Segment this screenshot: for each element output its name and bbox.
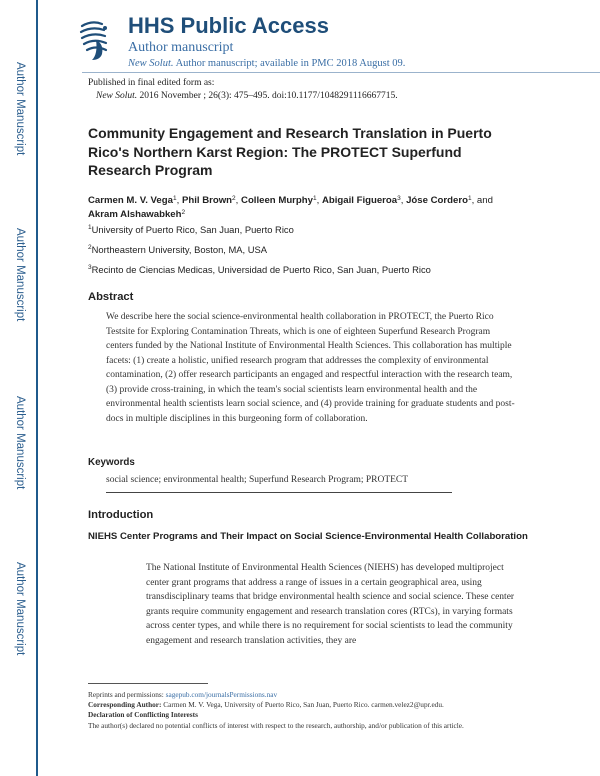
abstract-heading: Abstract: [88, 291, 134, 303]
abstract-text: We describe here the social science-environmental health collaboration in PROTECT, the Puerto Rico Testsite for Exploring Contamination Threats, which is one of eighteen Superfund Research Program centers funded by the National Institute of Environmental Health Sciences. This collaboration has multiple facets: (1) create a holistic, unified research program that addresses the complexity of environmental contamination, (2) offer research participants an engaged and respectful interaction with the research team, (3) provide cross-training, in which the team's social scientists learn environmental health and the environmental health scientists learn social science, and (4) provide training for graduate students and post-docs in multiple disciplines in this burgeoning form of collaboration.: [106, 312, 515, 424]
citation-details: 2016 November ; 26(3): 475–495. doi:10.1177/1048291116667715.: [139, 91, 398, 101]
author-aff: 2: [181, 208, 186, 216]
affiliation-3: [88, 264, 431, 276]
author-name: Colleen Murphy: [241, 195, 313, 206]
availability-line: [128, 57, 405, 70]
conflict-heading-text: Declaration of Conflicting Interests: [88, 710, 198, 719]
header-journal: New Solut.: [128, 58, 174, 69]
author-name: Carmen M. V. Vega: [88, 195, 173, 206]
citation-line: [96, 90, 398, 102]
introduction-paragraph: The National Institute of Environmental Health Sciences (NIEHS) has developed multiproject center grant programs that address a range of issues in a certain geographical area, using transdisciplinary teams that bridge environmental health science and social science. These center grants require community engagement and research translation cores (RTCs), in varying formats across center types, and while there is no requirement for social scientists to lead the community engagement and research translation activities, they are: [146, 563, 515, 646]
corresponding-label: Corresponding Author:: [88, 700, 162, 709]
subsection-heading: NIEHS Center Programs and Their Impact on Social Science-Environmental Health Collaboration: [88, 531, 528, 542]
keywords-text: social science; environmental health; Superfund Research Program; PROTECT: [106, 475, 409, 485]
author-aff: 1: [172, 195, 177, 202]
author-name: Phil Brown: [181, 195, 233, 206]
affiliation-num: 2: [88, 244, 92, 251]
author-name: Akram Alshawabkeh: [88, 208, 182, 220]
sidebar-label-3: Author Manuscript: [14, 396, 26, 490]
sidebar-divider: [36, 0, 38, 776]
author-aff: 1: [467, 195, 472, 202]
published-final-form: Published in final edited form as:: [88, 78, 215, 88]
author-name: Abigail Figueroa: [321, 195, 398, 206]
affiliation-text: Northeastern University, Boston, MA, USA: [91, 244, 268, 255]
author-aff: 3: [397, 195, 401, 202]
and-word: and: [476, 195, 493, 206]
hhs-eagle-logo-icon: [78, 18, 112, 62]
footnote-rule: [88, 683, 208, 684]
sidebar-label-4: Author Manuscript: [14, 562, 26, 656]
header-rule: [82, 72, 600, 73]
reprints-note: [88, 690, 518, 700]
author-aff: 1: [312, 195, 317, 202]
author-aff: 2: [232, 195, 236, 202]
affiliation-1: [88, 224, 294, 236]
sidebar-label-1: Author Manuscript: [14, 62, 26, 156]
affiliation-text: Recinto de Ciencias Medicas, Universidad de Puerto Rico, San Juan, Puerto Rico: [91, 264, 431, 275]
hhs-public-access-title: HHS Public Access: [128, 13, 329, 38]
conflict-heading: [88, 710, 518, 720]
affiliation-2: [88, 244, 267, 256]
availability-text: Author manuscript; available in PMC 2018 August 09.: [175, 58, 406, 69]
keywords-rule: [106, 492, 452, 493]
conflict-text: The author(s) declared no potential conflicts of interest with respect to the research, authorship, and/or publication of this article.: [88, 721, 464, 730]
corresponding-text: Carmen M. V. Vega, University of Puerto Rico, San Juan, Puerto Rico. carmen.velez2@upr.edu.: [163, 700, 444, 709]
affiliation-num: 1: [88, 224, 92, 231]
reprints-link[interactable]: sagepub.com/journalsPermissions.nav: [165, 690, 278, 699]
sidebar-label-2: Author Manuscript: [14, 228, 26, 322]
author-name: Jóse Cordero: [406, 195, 468, 206]
introduction-heading: Introduction: [88, 509, 154, 521]
affiliation-text: University of Puerto Rico, San Juan, Puerto Rico: [91, 224, 294, 235]
affiliation-num: 3: [88, 264, 92, 271]
corresponding-author-note: [88, 700, 518, 710]
keywords-heading: Keywords: [88, 457, 135, 468]
author-list: Carmen M. V. Vega$^1$, Phil Brown$^2$, Colleen Murphy$^1$, Abigail Figueroa$^3$, Jóse Cordero$^1$, and Akram Alshawabkeh$^2$: [88, 195, 493, 220]
citation-journal: New Solut.: [96, 91, 138, 101]
author-manuscript-label: Author manuscript: [128, 40, 234, 55]
reprints-label: Reprints and permissions:: [88, 690, 164, 699]
article-title: Community Engagement and Research Translation in Puerto Rico's Northern Karst Region: The PROTECT Superfund Research Program: [88, 125, 492, 178]
author-manuscript-sidebar: [0, 0, 42, 776]
